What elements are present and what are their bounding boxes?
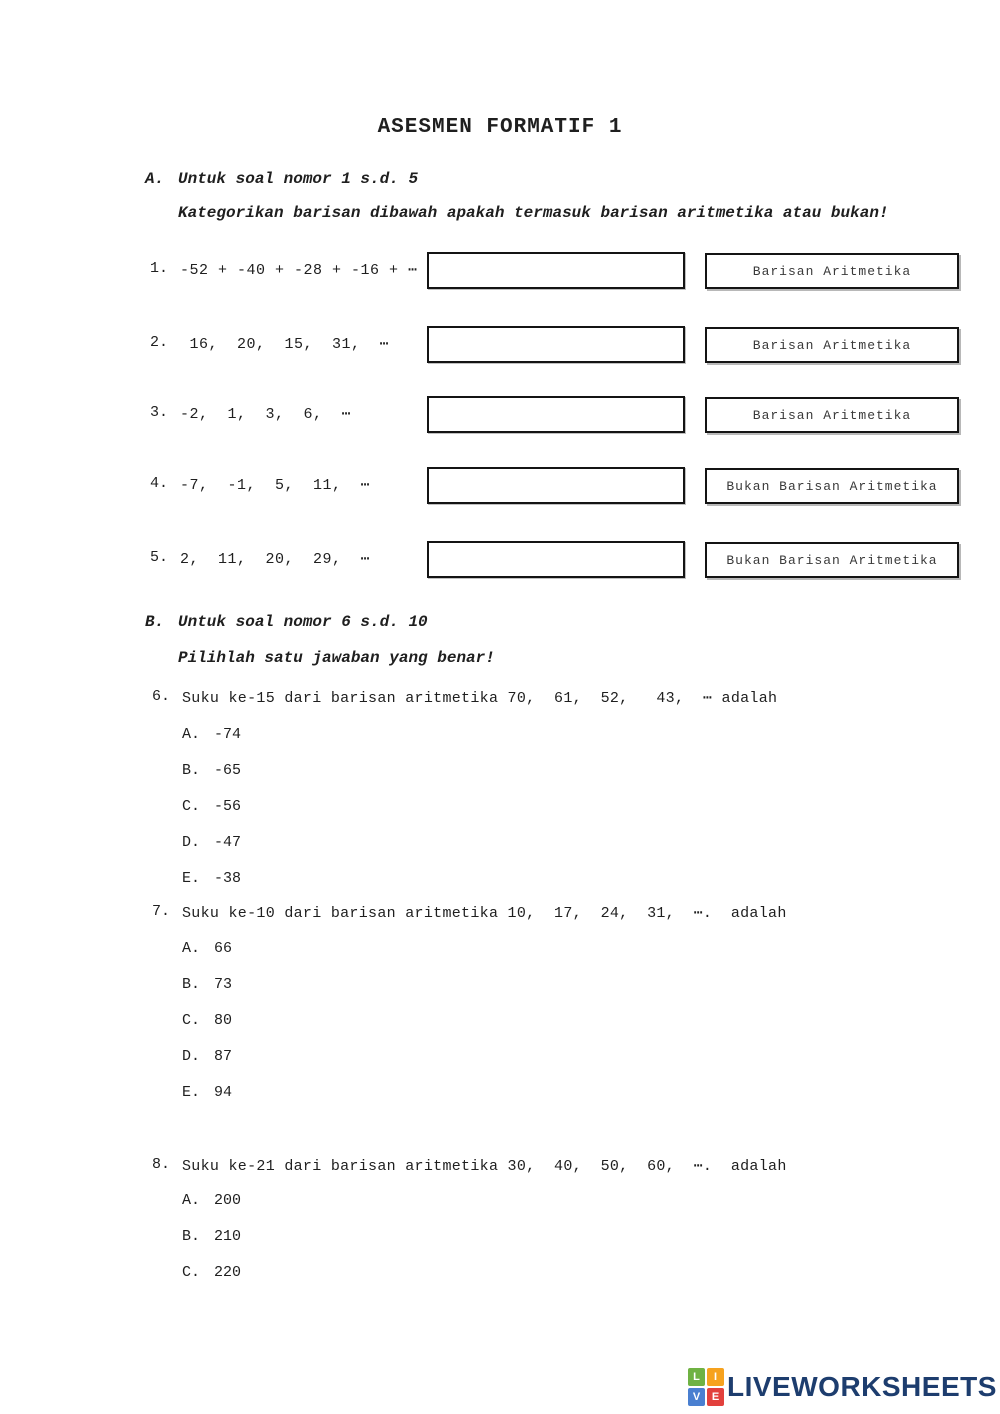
question-7-option-d[interactable]	[0, 1048, 600, 1072]
liveworksheets-grid-icon	[688, 1368, 724, 1406]
option-letter: D.	[182, 834, 201, 851]
option-value: -38	[214, 870, 242, 887]
answer-drop-box-4[interactable]	[427, 467, 685, 504]
item-number: 4.	[150, 475, 169, 492]
option-letter: C.	[182, 1264, 201, 1281]
answer-choice-1[interactable]: Barisan Aritmetika	[705, 253, 959, 289]
option-value: 80	[214, 1012, 233, 1029]
question-text: Suku ke-15 dari barisan aritmetika 70, 61, 52, 43, ⋯ adalah	[182, 690, 778, 707]
question-7	[0, 903, 1000, 927]
item-sequence: -2, 1, 3, 6, ⋯	[180, 406, 352, 423]
liveworksheets-logo	[688, 1368, 997, 1406]
section-a-instruction: Kategorikan barisan dibawah apakah termasuk barisan aritmetika atau bukan!	[178, 204, 889, 222]
answer-choice-3[interactable]: Barisan Aritmetika	[705, 397, 959, 433]
question-6	[0, 688, 1000, 712]
option-letter: A.	[182, 940, 201, 957]
item-number: 1.	[150, 260, 169, 277]
option-letter: D.	[182, 1048, 201, 1065]
page-title: ASESMEN FORMATIF 1	[377, 116, 623, 139]
option-value: -47	[214, 834, 242, 851]
question-6-option-b[interactable]	[0, 762, 600, 786]
option-value: 66	[214, 940, 233, 957]
section-b-instruction: Pilihlah satu jawaban yang benar!	[178, 649, 495, 667]
answer-drop-box-5[interactable]	[427, 541, 685, 578]
option-value: -56	[214, 798, 242, 815]
question-7-option-b[interactable]	[0, 976, 600, 1000]
section-b-heading-text: Untuk soal nomor 6 s.d. 10	[178, 613, 428, 631]
section-b-label: B.	[145, 613, 165, 631]
logo-tile-v: V	[688, 1388, 705, 1406]
option-value: 87	[214, 1048, 233, 1065]
logo-tile-l: L	[688, 1368, 705, 1386]
question-6-option-c[interactable]	[0, 798, 600, 822]
section-a-heading-text: Untuk soal nomor 1 s.d. 5	[178, 170, 419, 188]
item-sequence: -7, -1, 5, 11, ⋯	[180, 477, 371, 494]
question-6-option-e[interactable]	[0, 870, 600, 894]
option-letter: E.	[182, 870, 201, 887]
question-text: Suku ke-21 dari barisan aritmetika 30, 40, 50, 60, ⋯. adalah	[182, 1158, 787, 1175]
option-value: -74	[214, 726, 242, 743]
option-value: 220	[214, 1264, 242, 1281]
answer-choice-5[interactable]: Bukan Barisan Aritmetika	[705, 542, 959, 578]
categorize-item-4	[0, 467, 1000, 507]
question-7-option-e[interactable]	[0, 1084, 600, 1108]
answer-drop-box-3[interactable]	[427, 396, 685, 433]
option-letter: B.	[182, 762, 201, 779]
brand-name: LIVEWORKSHEETS	[727, 1371, 997, 1402]
question-6-option-a[interactable]	[0, 726, 600, 750]
option-value: 94	[214, 1084, 233, 1101]
answer-choice-4[interactable]: Bukan Barisan Aritmetika	[705, 468, 959, 504]
item-sequence: -52 + -40 + -28 + -16 + ⋯	[180, 262, 418, 279]
question-8	[0, 1156, 1000, 1180]
option-letter: A.	[182, 726, 201, 743]
question-text: Suku ke-10 dari barisan aritmetika 10, 17, 24, 31, ⋯. adalah	[182, 905, 787, 922]
item-number: 5.	[150, 549, 169, 566]
question-8-option-c[interactable]	[0, 1264, 600, 1288]
categorize-item-1	[0, 252, 1000, 292]
question-8-option-a[interactable]	[0, 1192, 600, 1216]
question-number: 7.	[152, 903, 171, 920]
section-a-heading	[0, 170, 419, 242]
question-7-option-c[interactable]	[0, 1012, 600, 1036]
categorize-item-5	[0, 541, 1000, 581]
categorize-item-2	[0, 326, 1000, 366]
option-letter: C.	[182, 798, 201, 815]
option-value: 73	[214, 976, 233, 993]
answer-drop-box-2[interactable]	[427, 326, 685, 363]
option-letter: E.	[182, 1084, 201, 1101]
question-number: 6.	[152, 688, 171, 705]
option-letter: B.	[182, 976, 201, 993]
item-sequence: 16, 20, 15, 31, ⋯	[180, 336, 390, 353]
option-letter: A.	[182, 1192, 201, 1209]
answer-drop-box-1[interactable]	[427, 252, 685, 289]
section-a-label: A.	[145, 170, 165, 188]
question-number: 8.	[152, 1156, 171, 1173]
logo-tile-e: E	[707, 1388, 724, 1406]
item-number: 3.	[150, 404, 169, 421]
logo-tile-i: I	[707, 1368, 724, 1386]
option-value: 200	[214, 1192, 242, 1209]
option-letter: B.	[182, 1228, 201, 1245]
option-letter: C.	[182, 1012, 201, 1029]
item-sequence: 2, 11, 20, 29, ⋯	[180, 551, 371, 568]
option-value: -65	[214, 762, 242, 779]
question-7-option-a[interactable]	[0, 940, 600, 964]
categorize-item-3	[0, 396, 1000, 436]
question-8-option-b[interactable]	[0, 1228, 600, 1252]
item-number: 2.	[150, 334, 169, 351]
answer-choice-2[interactable]: Barisan Aritmetika	[705, 327, 959, 363]
question-6-option-d[interactable]	[0, 834, 600, 858]
option-value: 210	[214, 1228, 242, 1245]
